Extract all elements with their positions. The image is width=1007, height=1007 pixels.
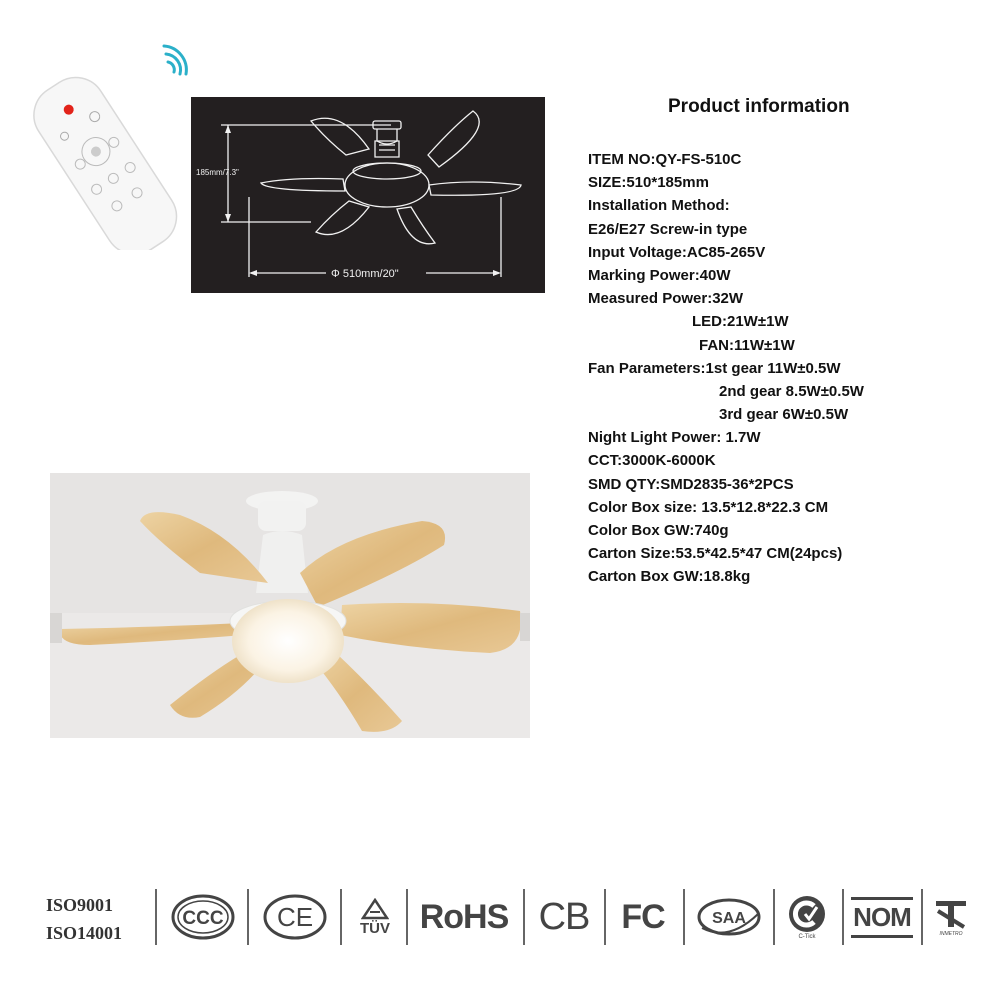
certification-strip <box>0 885 1007 955</box>
spec-color-box-gw: Color Box GW:740g <box>588 522 729 539</box>
divider <box>773 889 775 945</box>
divider <box>247 889 249 945</box>
fcc-logo <box>612 891 674 943</box>
cb-logo <box>532 891 596 943</box>
inmetro-label: INMETRO <box>939 931 963 937</box>
product-info-title: Product information <box>668 96 850 117</box>
rohs-label: RoHS <box>419 897 509 936</box>
spec-fan-gear-3: 3rd gear 6W±0.5W <box>719 406 849 424</box>
remote-control-image <box>10 40 200 250</box>
spec-installation-type: E26/E27 Screw-in type <box>588 220 748 238</box>
spec-carton-size: Carton Size:53.5*42.5*47 CM(24pcs) <box>588 545 843 563</box>
nom-logo <box>852 891 912 943</box>
divider <box>340 889 342 945</box>
fc-label: FC <box>621 897 665 936</box>
divider <box>406 889 408 945</box>
spec-input-voltage: Input Voltage:AC85-265V <box>588 243 766 261</box>
ce-logo-icon <box>260 891 330 943</box>
nom-label: NOM <box>851 897 913 938</box>
cb-label: CB <box>538 895 590 938</box>
dimension-drawing <box>191 97 545 293</box>
tuv-logo-icon <box>350 891 400 943</box>
spec-marking-power: Marking Power:40W <box>588 266 731 284</box>
spec-fan-power: FAN:11W±1W <box>699 336 795 354</box>
divider <box>155 889 157 945</box>
saa-logo-icon <box>692 891 766 943</box>
diameter-dimension-label: Φ 510mm/20" <box>331 268 399 280</box>
spec-color-box-size: Color Box size: 13.5*12.8*22.3 CM <box>588 498 829 516</box>
spec-size: SIZE:510*185mm <box>588 174 709 192</box>
spec-smd-qty: SMD QTY:SMD2835-36*2PCS <box>588 475 794 493</box>
spec-installation-label: Installation Method: <box>588 197 730 215</box>
divider <box>604 889 606 945</box>
spec-fan-gear-2: 2nd gear 8.5W±0.5W <box>719 382 864 400</box>
spec-led-power: LED:21W±1W <box>692 313 789 331</box>
spec-cct: CCT:3000K-6000K <box>588 452 716 470</box>
ccc-logo-icon <box>168 891 238 943</box>
ce-label: CE <box>276 902 314 932</box>
inmetro-logo-icon <box>929 891 973 943</box>
divider <box>921 889 923 945</box>
c-tick-logo-icon <box>783 891 831 943</box>
spec-fan-gear-1: Fan Parameters:1st gear 11W±0.5W <box>588 359 841 377</box>
rohs-logo <box>414 891 514 943</box>
iso-9001-label: ISO9001 <box>46 895 114 915</box>
height-dimension-label: 185mm/7.3" <box>196 168 239 177</box>
spec-night-light-power: Night Light Power: 1.7W <box>588 429 761 447</box>
iso-14001-label: ISO14001 <box>46 923 123 943</box>
tuv-label: TÜV <box>360 919 390 937</box>
divider <box>683 889 685 945</box>
spec-measured-power: Measured Power:32W <box>588 290 744 308</box>
c-tick-label: C-Tick <box>798 934 816 940</box>
ccc-label: CCC <box>182 908 224 929</box>
spec-item-no: ITEM NO:QY-FS-510C <box>588 151 742 168</box>
divider <box>842 889 844 945</box>
divider <box>523 889 525 945</box>
spec-list <box>588 148 998 589</box>
spec-carton-gw: Carton Box GW:18.8kg <box>588 568 751 586</box>
saa-label: SAA <box>712 910 746 927</box>
iso-certifications <box>46 891 122 947</box>
wireless-signal-icon <box>164 46 186 74</box>
fan-product-photo <box>50 473 530 738</box>
